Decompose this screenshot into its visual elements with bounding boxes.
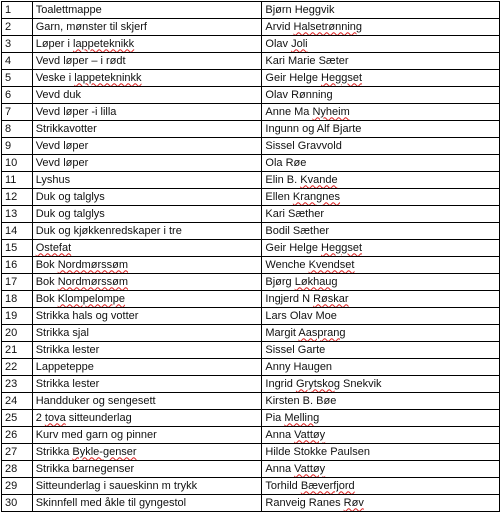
table-row (2, 325, 500, 342)
row-number: 19 (2, 308, 33, 325)
table-row (2, 342, 500, 359)
table-row (2, 223, 500, 240)
row-number: 6 (2, 87, 33, 104)
row-number: 11 (2, 172, 33, 189)
table-row (2, 36, 500, 53)
person-cell: Olav Rønning (262, 87, 500, 104)
person-cell: Anna Vattøy (262, 427, 500, 444)
item-cell: Toalettmappe (32, 2, 262, 19)
table-row (2, 206, 500, 223)
item-cell: Duk og kjøkkenredskaper i tre (32, 223, 262, 240)
row-number: 28 (2, 461, 33, 478)
table-row (2, 121, 500, 138)
spellcheck-word: Krangnes (292, 190, 341, 203)
person-cell: Kirsten B. Bøe (262, 393, 500, 410)
spellcheck-word: Ostefat (35, 241, 72, 254)
row-number: 4 (2, 53, 33, 70)
spellcheck-word: Heggset (321, 241, 363, 254)
item-cell: 2 tova sitteunderlag (32, 410, 262, 427)
row-number: 8 (2, 121, 33, 138)
table-row (2, 189, 500, 206)
person-cell: Pia Melling (262, 410, 500, 427)
item-cell: Strikka lester (32, 342, 262, 359)
row-number: 17 (2, 274, 33, 291)
table-row (2, 427, 500, 444)
item-cell (32, 240, 262, 257)
spellcheck-word: Kvande (300, 173, 338, 186)
item-cell: Sitteunderlag i saueskinn m trykk (32, 478, 262, 495)
person-cell: Anny Haugen (262, 359, 500, 376)
spellcheck-word: Løkhaug (294, 275, 338, 288)
table-row (2, 444, 500, 461)
person-cell: Kari Sæther (262, 206, 500, 223)
person-cell: Margit Aasprang (262, 325, 500, 342)
item-cell: Bok Nordmørssøm (32, 257, 262, 274)
person-cell: Geir Helge Heggset (262, 240, 500, 257)
person-cell: Arvid Halsetrønning (262, 19, 500, 36)
item-cell: Vevd løper (32, 155, 262, 172)
row-number: 18 (2, 291, 33, 308)
table-row (2, 172, 500, 189)
row-number: 22 (2, 359, 33, 376)
table-row (2, 274, 500, 291)
table-row (2, 138, 500, 155)
item-cell: Bok Klompelompe (32, 291, 262, 308)
item-cell: Strikka hals og votter (32, 308, 262, 325)
spellcheck-word: Vattøy (294, 462, 326, 475)
table-row (2, 308, 500, 325)
item-cell: Løper i lappeteknikk (32, 36, 262, 53)
person-cell: Elin B. Kvande (262, 172, 500, 189)
table-row (2, 495, 500, 512)
spellcheck-word: Halsetrønning (293, 20, 362, 33)
row-number: 7 (2, 104, 33, 121)
spellcheck-word: lappeteknikk (73, 37, 135, 50)
spellcheck-word: Røv (343, 496, 364, 509)
person-cell: Ingjerd N Røskar (262, 291, 500, 308)
spellcheck-word: Joli (291, 37, 308, 50)
item-cell: Garn, mønster til skjerf (32, 19, 262, 36)
spellcheck-word: Vattøy (294, 428, 326, 441)
row-number: 24 (2, 393, 33, 410)
table-body (2, 2, 500, 512)
person-cell: Geir Helge Heggset (262, 70, 500, 87)
item-cell: Strikkavotter (32, 121, 262, 138)
person-cell: Bodil Sæther (262, 223, 500, 240)
person-cell: Torhild Bæverfjord (262, 478, 500, 495)
person-cell: Wenche Kvendset (262, 257, 500, 274)
table-row (2, 376, 500, 393)
spellcheck-word: tova (44, 411, 66, 424)
row-number: 23 (2, 376, 33, 393)
table-row (2, 104, 500, 121)
person-cell: Anna Vattøy (262, 461, 500, 478)
spellcheck-word: Nordmørssøm (57, 275, 128, 288)
item-cell: Bok Nordmørssøm (32, 274, 262, 291)
row-number: 13 (2, 206, 33, 223)
person-cell: Hilde Stokke Paulsen (262, 444, 500, 461)
table-row (2, 53, 500, 70)
item-cell: Veske i lappetekninkk (32, 70, 262, 87)
spellcheck-word: Melling (284, 411, 320, 424)
row-number: 25 (2, 410, 33, 427)
person-cell: Anne Ma Nyheim (262, 104, 500, 121)
person-cell: Ranveig Ranes Røv (262, 495, 500, 512)
table-row (2, 393, 500, 410)
table-row (2, 2, 500, 19)
spellcheck-word: lappetekninkk (74, 71, 142, 84)
person-cell: Bjørn Heggvik (262, 2, 500, 19)
table-row (2, 478, 500, 495)
table-row (2, 359, 500, 376)
person-cell: Lars Olav Moe (262, 308, 500, 325)
person-cell: Kari Marie Sæter (262, 53, 500, 70)
person-cell: Ingunn og Alf Bjarte (262, 121, 500, 138)
person-cell: Sissel Garte (262, 342, 500, 359)
spellcheck-word: Røskar (313, 292, 349, 305)
item-cell: Kurv med garn og pinner (32, 427, 262, 444)
table-row (2, 240, 500, 257)
item-cell: Lappeteppe (32, 359, 262, 376)
spellcheck-word: Heggset (321, 71, 363, 84)
item-cell: Lyshus (32, 172, 262, 189)
item-cell: Vevd duk (32, 87, 262, 104)
table-row (2, 410, 500, 427)
row-number: 2 (2, 19, 33, 36)
row-number: 10 (2, 155, 33, 172)
table-row (2, 155, 500, 172)
prize-table (1, 1, 500, 512)
row-number: 12 (2, 189, 33, 206)
item-cell: Strikka Bykle-genser (32, 444, 262, 461)
spellcheck-word: Nordmørssøm (57, 258, 128, 271)
row-number: 15 (2, 240, 33, 257)
spellcheck-word: Bykle-genser (72, 445, 137, 458)
person-cell: Olav Joli (262, 36, 500, 53)
item-cell: Duk og talglys (32, 206, 262, 223)
item-cell: Strikka barnegenser (32, 461, 262, 478)
table-row (2, 257, 500, 274)
spellcheck-word: Grytskog (295, 377, 340, 390)
item-cell: Strikka sjal (32, 325, 262, 342)
spellcheck-word: Aasprang (298, 326, 346, 339)
row-number: 3 (2, 36, 33, 53)
row-number: 5 (2, 70, 33, 87)
row-number: 29 (2, 478, 33, 495)
item-cell: Duk og talglys (32, 189, 262, 206)
person-cell: Sissel Gravvold (262, 138, 500, 155)
spellcheck-word: Kvendset (308, 258, 355, 271)
row-number: 26 (2, 427, 33, 444)
row-number: 16 (2, 257, 33, 274)
item-cell: Vevd løper (32, 138, 262, 155)
item-cell: Skinnfell med åkle til gyngestol (32, 495, 262, 512)
table-row (2, 461, 500, 478)
person-cell: Ellen Krangnes (262, 189, 500, 206)
row-number: 9 (2, 138, 33, 155)
table-row (2, 70, 500, 87)
item-cell: Vevd løper – i rødt (32, 53, 262, 70)
row-number: 20 (2, 325, 33, 342)
spellcheck-word: Nyheim (312, 105, 350, 118)
spellcheck-word: Klompelompe (57, 292, 125, 305)
row-number: 1 (2, 2, 33, 19)
row-number: 21 (2, 342, 33, 359)
person-cell: Bjørg Løkhaug (262, 274, 500, 291)
table-row (2, 291, 500, 308)
item-cell: Handduker og sengesett (32, 393, 262, 410)
table-row (2, 19, 500, 36)
spellcheck-word: Bæverfjord (300, 479, 355, 492)
row-number: 27 (2, 444, 33, 461)
table-row (2, 87, 500, 104)
item-cell: Vevd løper -i lilla (32, 104, 262, 121)
person-cell: Ola Røe (262, 155, 500, 172)
row-number: 30 (2, 495, 33, 512)
person-cell: Ingrid Grytskog Snekvik (262, 376, 500, 393)
item-cell: Strikka lester (32, 376, 262, 393)
row-number: 14 (2, 223, 33, 240)
